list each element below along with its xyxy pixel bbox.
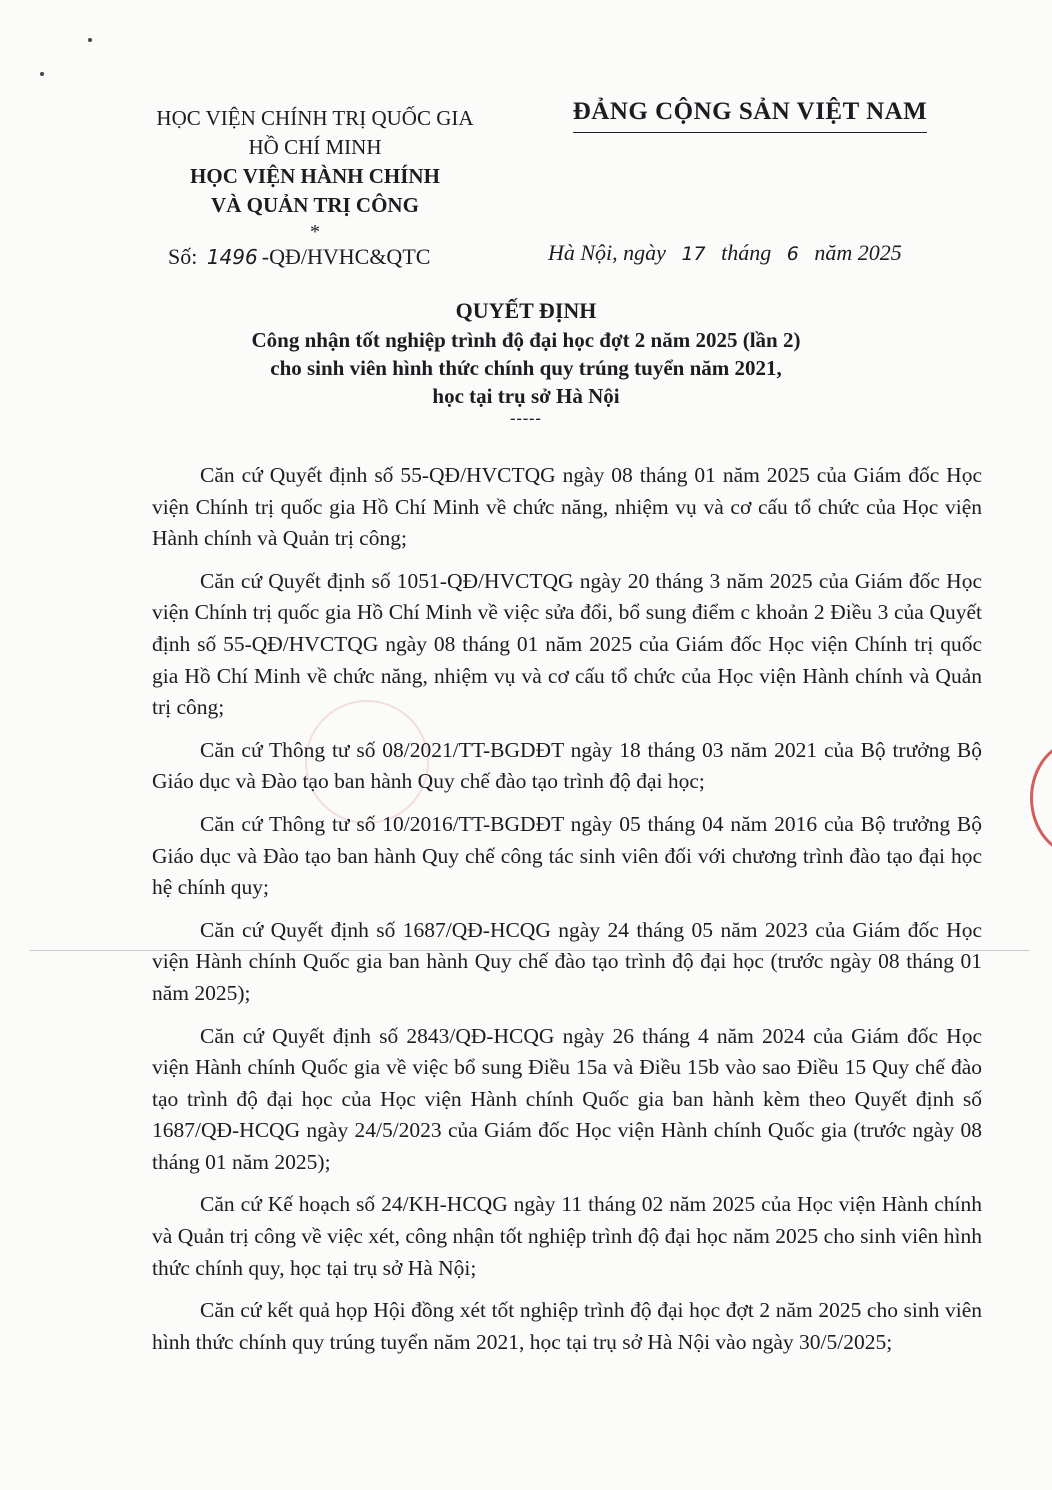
legal-basis-paragraph: Căn cứ Kế hoạch số 24/KH-HCQG ngày 11 tháng 02 năm 2025 của Học viện Hành chính và Quản trị công về việc xét, công nhận tốt nghiệp trình độ đại học năm 2025 cho sinh viên hình thức chính quy, học tại trụ sở Hà Nội; <box>152 1192 982 1280</box>
party-name: ĐẢNG CỘNG SẢN VIỆT NAM <box>573 98 928 133</box>
decision-title: QUYẾT ĐỊNH <box>455 298 597 323</box>
date-place: Hà Nội, ngày <box>548 240 666 265</box>
legal-basis-paragraph: Căn cứ kết quả họp Hội đồng xét tốt nghiệp trình độ đại học đợt 2 năm 2025 cho sinh viên hình thức chính quy trúng tuyển năm 2021, học tại trụ sở Hà Nội vào ngày 30/5/2025; <box>152 1298 982 1354</box>
legal-basis-paragraph: Căn cứ Quyết định số 55-QĐ/HVCTQG ngày 08 tháng 01 năm 2025 của Giám đốc Học viện Chính trị quốc gia Hồ Chí Minh về chức năng, nhiệm vụ và cơ cấu tổ chức của Học viện Hành chính và Quản trị công; <box>152 463 982 551</box>
org-star: * <box>310 221 320 243</box>
date-month-label: tháng <box>721 240 772 265</box>
decision-title-block <box>150 296 902 428</box>
doc-number-prefix: Số: <box>168 244 198 269</box>
party-header <box>555 98 945 133</box>
legal-basis-paragraph: Căn cứ Quyết định số 2843/QĐ-HCQG ngày 26 tháng 4 năm 2024 của Giám đốc Học viện Hành chính Quốc gia về việc bổ sung Điều 15a và Điều 15b vào sao Điều 15 Quy chế đào tạo trình độ đại học của Học viện Hành chính Quốc gia ban hành kèm theo Quyết định số 1687/QĐ-HCQG ngày 24/5/2023 của Giám đốc Học viện Hành chính Quốc gia (trước ngày 08 tháng 01 năm 2025); <box>152 1023 982 1174</box>
legal-basis-paragraph: Căn cứ Thông tư số 10/2016/TT-BGDĐT ngày 05 tháng 04 năm 2016 của Bộ trưởng Bộ Giáo dục và Đào tạo ban hành Quy chế công tác sinh viên đối với chương trình đào tạo đại học hệ chính quy; <box>152 811 982 900</box>
legal-basis-paragraph: Căn cứ Quyết định số 1051-QĐ/HVCTQG ngày 20 tháng 3 năm 2025 của Giám đốc Học viện Chính trị quốc gia Hồ Chí Minh về việc sửa đổi, bổ sung điểm c khoản 2 Điều 3 của Quyết định số 55-QĐ/HVCTQG ngày 08 tháng 01 năm 2025 của Giám đốc Học viện Chính trị quốc gia Hồ Chí Minh về chức năng, nhiệm vụ và cơ cấu tổ chức của Học viện Hành chính và Quản trị công; <box>152 568 982 720</box>
legal-basis-paragraph: Căn cứ Thông tư số 08/2021/TT-BGDĐT ngày 18 tháng 03 năm 2021 của Bộ trưởng Bộ Giáo dục và Đào tạo ban hành Quy chế đào tạo trình độ đại học; <box>152 737 982 794</box>
legal-basis-section <box>152 460 982 1369</box>
document-number <box>168 244 430 270</box>
decision-subtitle-line-3: học tại trụ sở Hà Nội <box>432 384 620 408</box>
date-month-handwritten: 6 <box>786 243 799 265</box>
date-year: năm 2025 <box>814 240 902 265</box>
title-separator: ----- <box>510 410 542 427</box>
scan-speck <box>88 38 92 42</box>
org-line-2: HỒ CHÍ MINH <box>248 135 382 159</box>
org-line-1: HỌC VIỆN CHÍNH TRỊ QUỐC GIA <box>156 106 474 130</box>
date-day-handwritten: 17 <box>681 243 706 265</box>
doc-number-handwritten: 1496 <box>206 245 258 269</box>
legal-basis-paragraph: Căn cứ Quyết định số 1687/QĐ-HCQG ngày 24 tháng 05 năm 2023 của Giám đốc Học viện Hành chính Quốc gia ban hành Quy chế đào tạo trình độ đại học (trước ngày 08 tháng 01 năm 2025); <box>152 917 982 1005</box>
scan-speck <box>40 72 44 76</box>
red-seal-edge <box>1030 740 1052 856</box>
decision-subtitle-line-2: cho sinh viên hình thức chính quy trúng tuyển năm 2021, <box>270 356 782 380</box>
org-line-4: VÀ QUẢN TRỊ CÔNG <box>211 193 419 217</box>
org-line-3: HỌC VIỆN HÀNH CHÍNH <box>190 164 440 188</box>
issue-date <box>548 240 902 266</box>
decision-subtitle-line-1: Công nhận tốt nghiệp trình độ đại học đợt 2 năm 2025 (lần 2) <box>251 328 801 352</box>
issuing-organization <box>130 104 500 242</box>
doc-number-suffix: -QĐ/HVHC&QTC <box>261 244 431 269</box>
